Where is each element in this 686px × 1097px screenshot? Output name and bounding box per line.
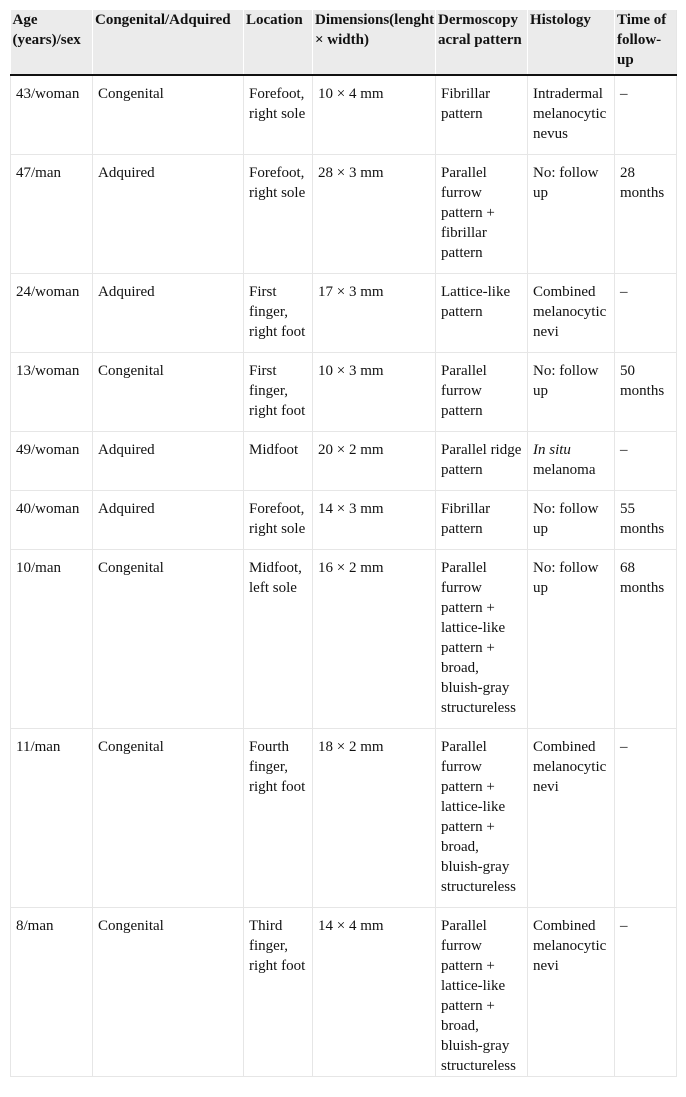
table-header bbox=[11, 10, 677, 75]
cell-dermoscopy: Lattice-like pattern bbox=[436, 274, 528, 353]
table-row bbox=[11, 274, 677, 353]
cell-dimensions: 28 × 3 mm bbox=[313, 155, 436, 274]
header-dimensions: Dimensions(lenght × width) bbox=[313, 10, 436, 75]
cell-follow-up: 50 months bbox=[615, 353, 677, 432]
header-dermoscopy: Dermoscopy acral pattern bbox=[436, 10, 528, 75]
cell-dimensions: 14 × 3 mm bbox=[313, 491, 436, 550]
table-body bbox=[11, 75, 677, 1077]
cell-age-sex: 13/woman bbox=[11, 353, 93, 432]
cell-histology: No: follow up bbox=[528, 353, 615, 432]
table-row bbox=[11, 491, 677, 550]
cell-follow-up: – bbox=[615, 432, 677, 491]
table-row bbox=[11, 432, 677, 491]
table-row bbox=[11, 353, 677, 432]
cell-follow-up: 28 months bbox=[615, 155, 677, 274]
cell-histology: Combined melanocytic nevi bbox=[528, 908, 615, 1077]
cell-follow-up: – bbox=[615, 729, 677, 908]
cell-origin: Congenital bbox=[93, 550, 244, 729]
histology-italic: In situ bbox=[533, 442, 571, 458]
cell-dermoscopy: Parallel furrow pattern + lattice-like pattern + broad, bluish-gray structureless bbox=[436, 729, 528, 908]
cell-origin: Adquired bbox=[93, 491, 244, 550]
cell-histology: No: follow up bbox=[528, 550, 615, 729]
cell-location: Fourth finger, right foot bbox=[244, 729, 313, 908]
cell-dermoscopy: Parallel furrow pattern + lattice-like pattern + broad, bluish-gray structureless bbox=[436, 550, 528, 729]
cell-location: Midfoot bbox=[244, 432, 313, 491]
cell-follow-up: 55 months bbox=[615, 491, 677, 550]
header-location: Location bbox=[244, 10, 313, 75]
cell-age-sex: 10/man bbox=[11, 550, 93, 729]
header-congenital-adquired: Congenital/Adquired bbox=[93, 10, 244, 75]
cell-origin: Adquired bbox=[93, 274, 244, 353]
cell-dimensions: 14 × 4 mm bbox=[313, 908, 436, 1077]
header-histology: Histology bbox=[528, 10, 615, 75]
cell-histology: Combined melanocytic nevi bbox=[528, 729, 615, 908]
cell-age-sex: 43/woman bbox=[11, 75, 93, 155]
cell-follow-up: 68 months bbox=[615, 550, 677, 729]
cell-age-sex: 8/man bbox=[11, 908, 93, 1077]
cell-histology: Intradermal melanocytic nevus bbox=[528, 75, 615, 155]
cell-follow-up: – bbox=[615, 274, 677, 353]
cell-dermoscopy: Parallel furrow pattern bbox=[436, 353, 528, 432]
cell-location: Third finger, right foot bbox=[244, 908, 313, 1077]
cell-location: First finger, right foot bbox=[244, 353, 313, 432]
cell-dimensions: 10 × 3 mm bbox=[313, 353, 436, 432]
cell-dermoscopy: Fibrillar pattern bbox=[436, 491, 528, 550]
table-row bbox=[11, 75, 677, 155]
cell-dermoscopy: Parallel furrow pattern + fibrillar pattern bbox=[436, 155, 528, 274]
cell-location: Midfoot, left sole bbox=[244, 550, 313, 729]
table-row bbox=[11, 550, 677, 729]
cell-location: Forefoot, right sole bbox=[244, 75, 313, 155]
cell-dermoscopy: Parallel ridge pattern bbox=[436, 432, 528, 491]
header-row bbox=[11, 10, 677, 75]
histology-rest: melanoma bbox=[533, 462, 596, 478]
cell-dimensions: 10 × 4 mm bbox=[313, 75, 436, 155]
cell-follow-up: – bbox=[615, 908, 677, 1077]
table-row bbox=[11, 155, 677, 274]
cell-dimensions: 17 × 3 mm bbox=[313, 274, 436, 353]
cell-location: Forefoot, right sole bbox=[244, 491, 313, 550]
cell-origin: Congenital bbox=[93, 75, 244, 155]
cell-dimensions: 20 × 2 mm bbox=[313, 432, 436, 491]
cell-age-sex: 49/woman bbox=[11, 432, 93, 491]
cell-age-sex: 11/man bbox=[11, 729, 93, 908]
cell-histology: No: follow up bbox=[528, 491, 615, 550]
cell-dimensions: 16 × 2 mm bbox=[313, 550, 436, 729]
cell-histology bbox=[528, 432, 615, 491]
table-row bbox=[11, 729, 677, 908]
cell-histology: No: follow up bbox=[528, 155, 615, 274]
cell-dermoscopy: Fibrillar pattern bbox=[436, 75, 528, 155]
table-row bbox=[11, 908, 677, 1077]
lesion-table bbox=[10, 10, 677, 1077]
cell-location: Forefoot, right sole bbox=[244, 155, 313, 274]
cell-origin: Congenital bbox=[93, 908, 244, 1077]
cell-dimensions: 18 × 2 mm bbox=[313, 729, 436, 908]
header-age-sex: Age (years)/sex bbox=[11, 10, 93, 75]
cell-origin: Congenital bbox=[93, 729, 244, 908]
cell-dermoscopy: Parallel furrow pattern + lattice-like pattern + broad, bluish-gray structureless bbox=[436, 908, 528, 1077]
cell-follow-up: – bbox=[615, 75, 677, 155]
cell-age-sex: 47/man bbox=[11, 155, 93, 274]
cell-origin: Adquired bbox=[93, 432, 244, 491]
cell-origin: Adquired bbox=[93, 155, 244, 274]
cell-age-sex: 40/woman bbox=[11, 491, 93, 550]
header-follow-up: Time of follow-up bbox=[615, 10, 677, 75]
cell-origin: Congenital bbox=[93, 353, 244, 432]
cell-histology: Combined melanocytic nevi bbox=[528, 274, 615, 353]
cell-location: First finger, right foot bbox=[244, 274, 313, 353]
cell-age-sex: 24/woman bbox=[11, 274, 93, 353]
